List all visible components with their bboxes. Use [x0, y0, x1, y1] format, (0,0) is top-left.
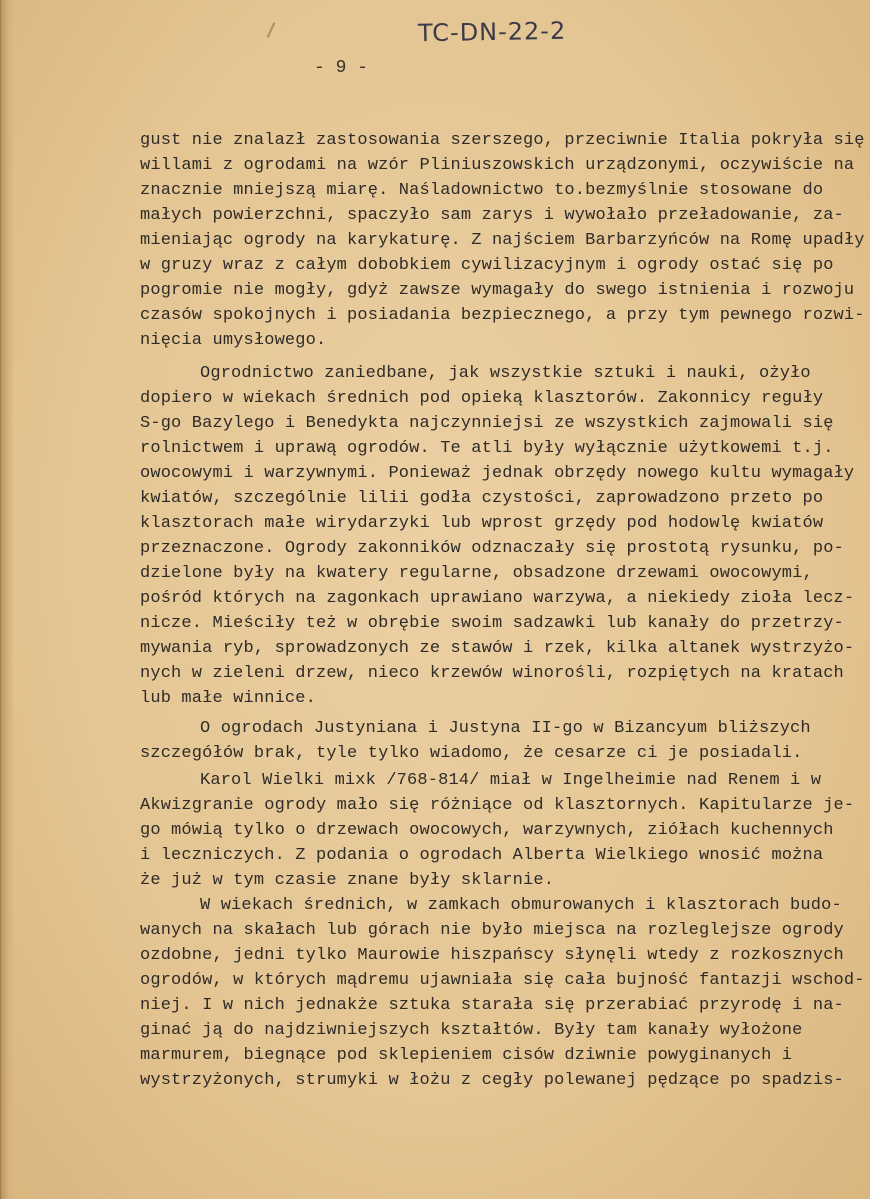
text-line: klasztorach małe wirydarzyki lub wprost grzędy pod hodowlę kwiatów [140, 514, 824, 533]
text-line: małych powierzchni, spaczyło sam zarys i wywołało przeładowanie, za- [140, 206, 844, 225]
text-line: wystrzyżonych, strumyki w łożu z cegły polewanej pędzące po spadzis- [140, 1071, 844, 1090]
text-line: i leczniczych. Z podania o ogrodach Alberta Wielkiego wnosić można [140, 846, 824, 865]
text-line: niej. I w nich jednakże sztuka starała się przerabiać przyrodę i na- [140, 996, 844, 1015]
text-line: mywania ryb, sprowadzonych ze stawów i rzek, kilka altanek wystrzyżo- [140, 639, 855, 658]
text-line: nicze. Mieściły też w obrębie swoim sadzawki lub kanały do przetrzy- [140, 614, 844, 633]
text-line: lub małe winnice. [140, 689, 316, 708]
page-number: - 9 - [314, 58, 369, 78]
text-line: willami z ogrodami na wzór Pliniuszowskich urządzonymi, oczywiście na [140, 156, 855, 175]
paragraph-first-line: Ogrodnictwo zaniedbane, jak wszystkie sztuki i nauki, ożyło [200, 364, 811, 383]
page-fold-line [0, 0, 1, 1199]
text-line: w gruzy wraz z całym dobobkiem cywilizacyjnym i ogrody ostać się po [140, 256, 834, 275]
text-line: ozdobne, jedni tylko Maurowie hiszpańscy słynęli wtedy z rozkosznych [140, 946, 844, 965]
text-line: kwiatów, szczególnie lilii godła czystości, zaprowadzono przeto po [140, 489, 824, 508]
pencil-tick-mark [267, 22, 276, 37]
text-line: Akwizgranie ogrody mało się różniące od klasztornych. Kapitularze je- [140, 796, 855, 815]
paragraph-first-line: O ogrodach Justyniana i Justyna II-go w Bizancyum bliższych [200, 719, 811, 738]
text-line: gust nie znalazł zastosowania szerszego, przeciwnie Italia pokryła się [140, 131, 865, 150]
text-line: dzielone były na kwatery regularne, obsadzone drzewami owocowymi, [140, 564, 813, 583]
text-line: nięcia umysłowego. [140, 331, 327, 350]
text-line: znacznie mniejszą miarę. Naśladownictwo to.bezmyślnie stosowane do [140, 181, 824, 200]
text-line: owocowymi i warzywnymi. Ponieważ jednak obrzędy nowego kultu wymagały [140, 464, 855, 483]
text-line: pogromie nie mogły, gdyż zawsze wymagały do swego istnienia i rozwoju [140, 281, 855, 300]
text-line: ogrodów, w których mądremu ujawniała się cała bujność fantazji wschod- [140, 971, 865, 990]
paragraph-first-line: W wiekach średnich, w zamkach obmurowanych i klasztorach budo- [200, 896, 842, 915]
text-line: ginać ją do najdziwniejszych kształtów. Były tam kanały wyłożone [140, 1021, 803, 1040]
text-line: czasów spokojnych i posiadania bezpiecznego, a przy tym pewnego rozwi- [140, 306, 865, 325]
text-line: że już w tym czasie znane były sklarnie. [140, 871, 555, 890]
text-line: nych w zieleni drzew, nieco krzewów winorośli, rozpiętych na kratach [140, 664, 844, 683]
text-line: go mówią tylko o drzewach owocowych, warzywnych, ziółach kuchennych [140, 821, 834, 840]
text-line: S-go Bazylego i Benedykta najczynniejsi ze wszystkich zajmowali się [140, 414, 834, 433]
text-line: rolnictwem i uprawą ogrodów. Te atli były wyłącznie użytkowemi t.j. [140, 439, 834, 458]
archive-reference: TC-DN-22-2 [417, 16, 567, 48]
text-line: wanych na skałach lub górach nie było miejsca na rozleglejsze ogrody [140, 921, 844, 940]
text-line: mieniając ogrody na karykaturę. Z najściem Barbarzyńców na Romę upadły [140, 231, 865, 250]
text-line: szczegółów brak, tyle tylko wiadomo, że cesarze ci je posiadali. [140, 744, 803, 763]
text-line: przeznaczone. Ogrody zakonników odznaczały się prostotą rysunku, po- [140, 539, 844, 558]
page-edge-shadow [0, 0, 14, 1199]
paragraph-first-line: Karol Wielki mixk /768-814/ miał w Ingelheimie nad Renem i w [200, 771, 822, 790]
text-line: pośród których na zagonkach uprawiano warzywa, a niekiedy zioła lecz- [140, 589, 855, 608]
text-line: marmurem, biegnące pod sklepieniem cisów dziwnie powyginanych i [140, 1046, 793, 1065]
text-line: dopiero w wiekach średnich pod opieką klasztorów. Zakonnicy reguły [140, 389, 824, 408]
